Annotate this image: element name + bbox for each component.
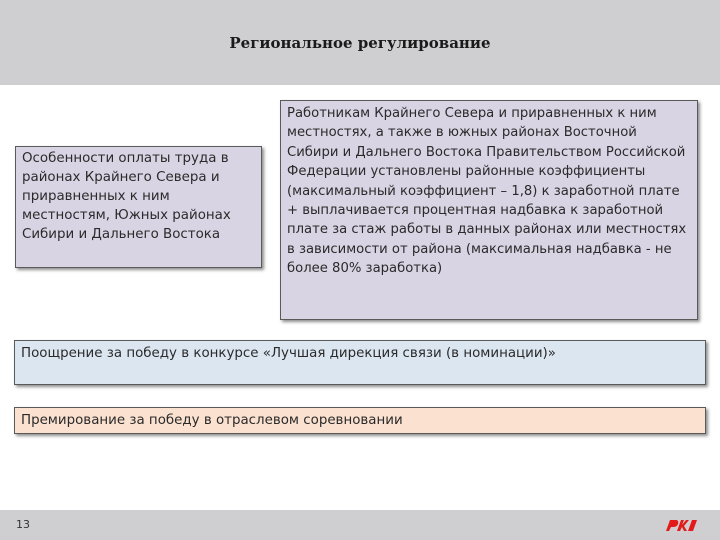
page-number: 13 (16, 518, 30, 531)
slide-title: Региональное регулирование (229, 34, 491, 52)
industry-bonus-box: Премирование за победу в отраслевом соревновании (14, 407, 706, 434)
footer-bar (0, 510, 720, 540)
regional-coefficients-box: Работникам Крайнего Севера и приравненных к ним местностях, а также в южных районах Восточной Сибири и Дальнего Востока Правительством Российской Федерации установлены районные коэффициенты (максимальный коэффициент – 1,8) к заработной плате + выплачивается процентная надбавка к заработной плате за стаж работы в данных районах или местностях в зависимости от района (максимальная надбавка - не более 80% заработка) (280, 100, 698, 320)
rzd-logo-icon (664, 516, 698, 534)
north-payment-box: Особенности оплаты труда в районах Крайнего Севера и приравненных к ним местностям, Южных районах Сибири и Дальнего Востока (15, 146, 262, 268)
contest-reward-box: Поощрение за победу в конкурсе «Лучшая дирекция связи (в номинации)» (14, 340, 706, 385)
